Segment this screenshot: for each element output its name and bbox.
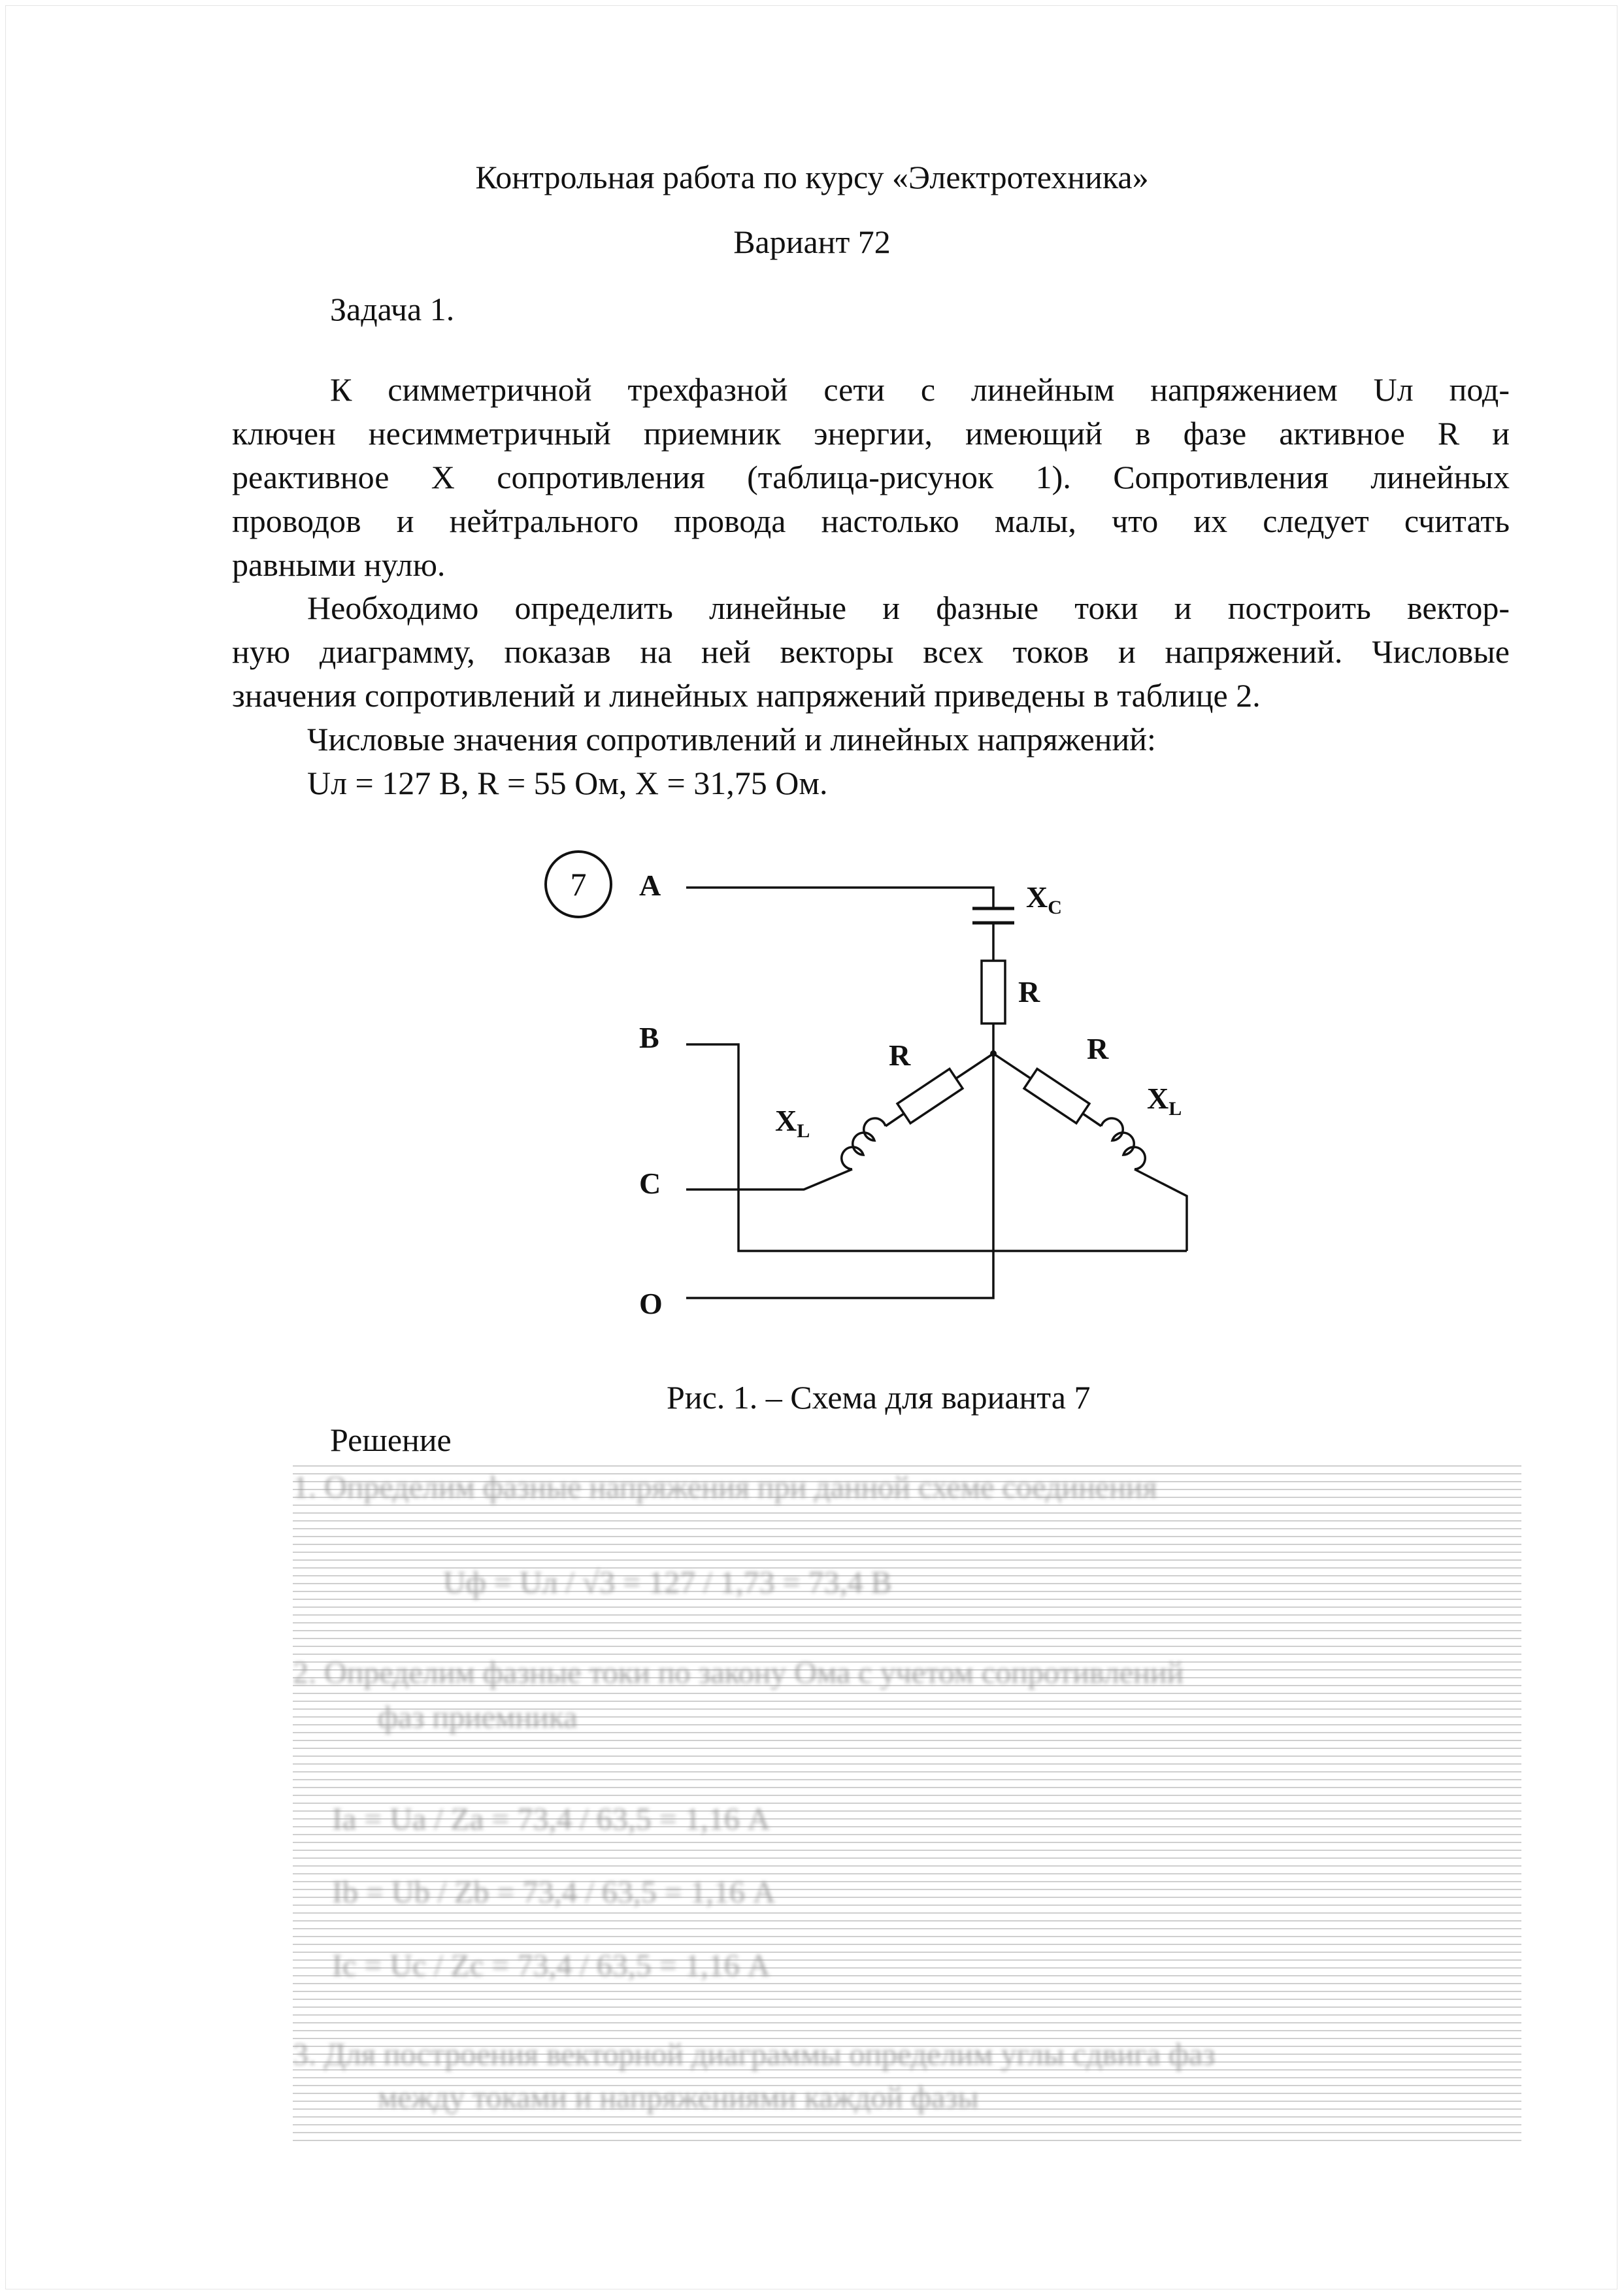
- paragraph-line: ную диаграмму, показав на ней векторы всех токов и напряжений. Числовые: [232, 633, 1510, 670]
- paragraph-line: ключен несимметричный приемник энергии, имеющий в фазе активное R и: [232, 415, 1510, 452]
- paragraph-line: проводов и нейтрального провода настолько малы, что их следует считать: [232, 503, 1510, 539]
- circuit-scheme: [523, 830, 1229, 1340]
- variant-badge: 7: [570, 866, 587, 903]
- paragraph-line: значения сопротивлений и линейных напряжений приведены в таблице 2.: [232, 677, 1261, 714]
- paragraph-line: Необходимо определить линейные и фазные токи и построить вектор-: [307, 590, 1510, 626]
- r-right-label: R: [1087, 1032, 1109, 1065]
- terminal-c-label: C: [639, 1167, 661, 1200]
- obscured-solution-block: [293, 1461, 1521, 2142]
- xc-label: $X_C$: [1026, 880, 1062, 918]
- r-left-label: R: [889, 1039, 911, 1072]
- obscured-line: фаз приемника: [378, 1700, 578, 1735]
- values-intro: Числовые значения сопротивлений и линейных напряжений:: [307, 721, 1156, 757]
- terminal-b-label: B: [639, 1021, 659, 1054]
- neutral-node: [990, 1050, 997, 1057]
- obscured-line: между токами и напряжениями каждой фазы: [378, 2080, 979, 2115]
- xl-right-label: $X_L$: [1147, 1082, 1182, 1120]
- terminal-o-label: O: [639, 1287, 663, 1320]
- document-title: Контрольная работа по курсу «Электротехника»: [475, 159, 1149, 195]
- obscured-line: 3. Для построения векторной диаграммы определим углы сдвига фаз: [293, 2037, 1216, 2072]
- paragraph-line: К симметричной трехфазной сети с линейным напряжением Uл под-: [330, 371, 1510, 408]
- variant-label: Вариант 72: [733, 224, 891, 260]
- obscured-line: 1. Определим фазные напряжения при данной схеме соединения: [293, 1470, 1157, 1505]
- values-line: Uл = 127 В, R = 55 Ом, X = 31,75 Ом.: [307, 765, 828, 801]
- obscured-line: 2. Определим фазные токи по закону Ома с учетом сопротивлений: [293, 1655, 1184, 1690]
- solution-heading: Решение: [330, 1422, 452, 1458]
- obscured-line: Ic = Uc / Zc = 73,4 / 63,5 = 1,16 А: [332, 1948, 771, 1983]
- r-top-label: R: [1018, 975, 1040, 1008]
- paragraph-line: реактивное X сопротивления (таблица-рисунок 1). Сопротивления линейных: [232, 459, 1510, 495]
- paragraph-line: равными нулю.: [232, 546, 446, 583]
- obscured-line: Ia = Ua / Za = 73,4 / 63,5 = 1,16 А: [332, 1802, 771, 1837]
- figure-caption: Рис. 1. – Схема для варианта 7: [667, 1379, 1091, 1416]
- task-heading: Задача 1.: [330, 291, 455, 327]
- circuit-wires: [686, 888, 1187, 1298]
- xl-left-label: $X_L$: [775, 1104, 810, 1142]
- terminal-a-label: A: [639, 869, 661, 902]
- obscured-line: Ib = Ub / Zb = 73,4 / 63,5 = 1,16 А: [332, 1875, 776, 1910]
- obscured-line: Uф = Uл / √3 = 127 / 1,73 = 73,4 В: [443, 1565, 892, 1600]
